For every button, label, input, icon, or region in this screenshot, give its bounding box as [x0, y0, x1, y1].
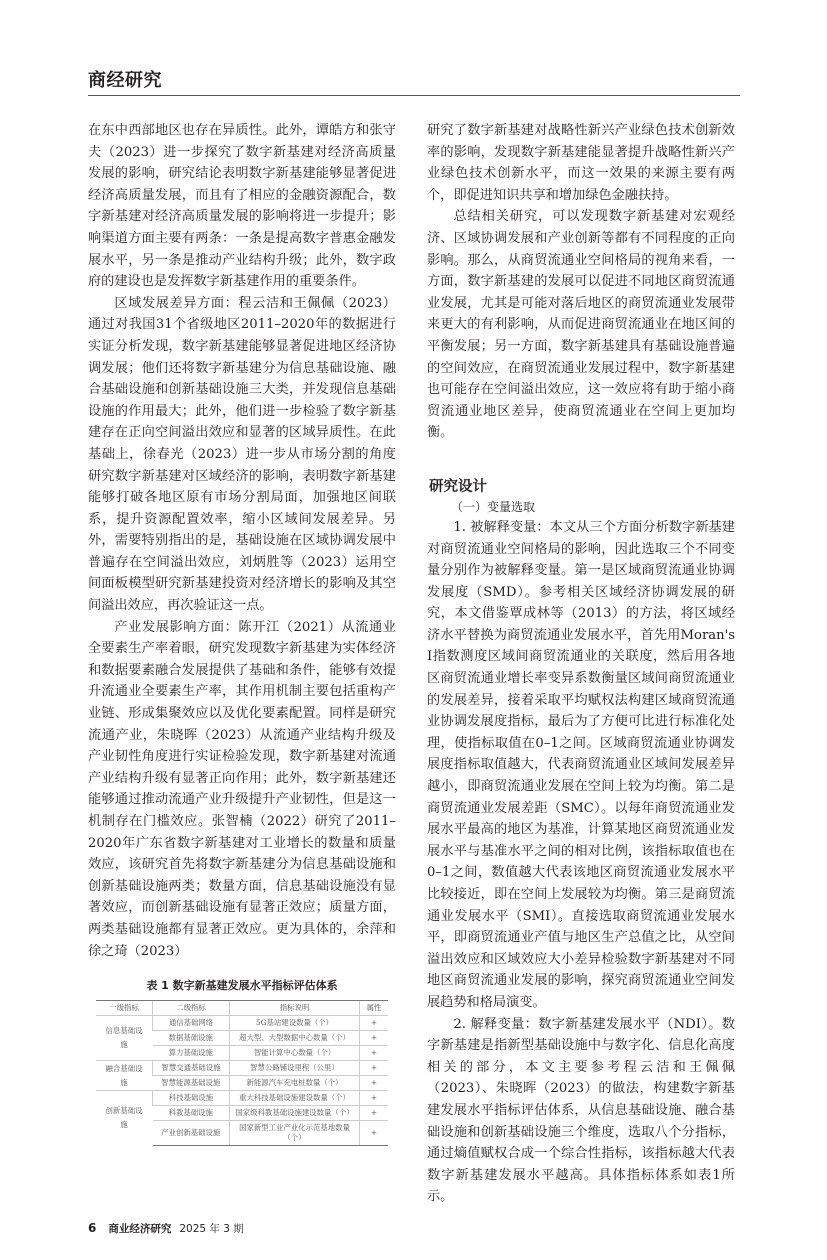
section-heading: 研究设计 — [429, 478, 487, 495]
table-row — [96, 1016, 388, 1031]
level2-indicator-cell: 通信基础网络 — [153, 1016, 230, 1031]
indicator-table — [96, 1000, 388, 1146]
page-footer — [88, 1220, 244, 1237]
attribute-cell: + — [360, 1091, 389, 1106]
level2-indicator-cell: 智慧能源基础设施 — [153, 1076, 230, 1091]
attribute-cell: + — [360, 1106, 389, 1121]
level2-indicator-cell: 科技基础设施 — [153, 1091, 230, 1106]
column-header: 一级指标 — [96, 1001, 153, 1016]
description-cell: 国家新型工业产业化示范基地数量（个） — [230, 1121, 360, 1146]
table-wrapper — [88, 994, 396, 1146]
attribute-cell: + — [360, 1016, 389, 1031]
table-row — [96, 1091, 388, 1106]
attribute-cell: + — [360, 1121, 389, 1146]
journal-section-title: 商经研究 — [88, 70, 162, 91]
paragraph: 1. 被解释变量：本文从三个方面分析数字新基建对商贸流通业空间格局的影响，因此选取三个不同变量分别作为被解释变量。第一是区域商贸流通业协调发展度（SMD）。参考相关区域经济协调发展的研究，本文借鉴覃成林等（2013）的方法，将区域经济水平替换为商贸流通业发展水平，首先用Moran's I指数测度区域间商贸流通业的关联度，然后用各地区商贸流通业增长率变异系数衡量区域间商贸流通业的发展差异，接着采取平均赋权法构建区域商贸流通业协调发展度指标，最后为了方便可比进行标准化处理，使指标取值在0–1之间。区域商贸流通业协调发展度指标取值越大，代表商贸流通业区域间发展差异越小，即商贸流通业发展在空间上较为均衡。第二是商贸流通业发展差距（SMC）。以每年商贸流通业发展水平最高的地区为基准，计算某地区商贸流通业发展水平与基准水平之间的相对比例，该指标取值也在0–1之间，数值越大代表该地区商贸流通业发展水平比较接近，即在空间上发展较为均衡。第三是商贸流通业发展水平（SMI）。直接选取商贸流通业发展水平，即商贸流通业产值与地区生产总值之比，从空间溢出效应和区域效应大小差异检验数字新基建对不同地区商贸流通业发展的影响，探究商贸流通业空间发展趋势和格局演变。 — [427, 519, 735, 1010]
left-column — [88, 120, 396, 1146]
table-row — [96, 1061, 388, 1076]
paragraph: 在东中西部地区也存在异质性。此外，谭皓方和张守夫（2023）进一步探究了数字新基建对经济高质量发展的影响，研究结论表明数字新基建能够显著促进经济高质量发展，而且有了相应的金融资源配合，数字新基建对经济高质量发展的影响将进一步提升；影响渠道方面主要有两条：一条是提高数字普惠金融发展水平，另一条是推动产业结构升级；此外，数字政府的建设也是发挥数字新基建作用的重要条件。 — [88, 123, 396, 290]
description-cell: 超大型、大型数据中心数量（个） — [230, 1031, 360, 1046]
level1-indicator-cell: 信息基础设施 — [96, 1016, 153, 1061]
attribute-cell: + — [360, 1061, 389, 1076]
description-cell: 智能计算中心数量（个） — [230, 1046, 360, 1061]
header-rule — [88, 95, 740, 96]
column-header: 指标说明 — [230, 1001, 360, 1016]
table-header-row — [96, 1001, 388, 1016]
table-caption: 表 1 数字新基建发展水平指标评估体系 — [146, 979, 338, 993]
issue-label: 2025 年 3 期 — [179, 1223, 244, 1235]
level1-indicator-cell: 创新基础设施 — [96, 1091, 153, 1146]
level1-indicator-cell: 融合基础设施 — [96, 1061, 153, 1091]
paragraph: 2. 解释变量：数字新基建发展水平（NDI）。数字新基建是指新型基础设施中与数字化、信息化高度相关的部分，本文主要参考程云洁和王佩佩（2023）、朱晓晖（2023）的做法，构建数字新基建发展水平指标评估体系，从信息基础设施、融合基础设施和创新基础设施三个维度，选取八个分指标，通过熵值赋权合成一个综合性指标，该指标越大代表数字新基建发展水平越高。具体指标体系如表1所示。 — [427, 1016, 735, 1205]
level2-indicator-cell: 科教基础设施 — [153, 1106, 230, 1121]
attribute-cell: + — [360, 1046, 389, 1061]
description-cell: 5G基站建设数量（个） — [230, 1016, 360, 1031]
column-header: 二级指标 — [153, 1001, 230, 1016]
level2-indicator-cell: 产业创新基础设施 — [153, 1121, 230, 1146]
attribute-cell: + — [360, 1031, 389, 1046]
paragraph: 区域发展差异方面：程云洁和王佩佩（2023）通过对我国31个省级地区2011–2020年的数据进行实证分析发现，数字新基建能够显著促进地区经济协调发展；他们还将数字新基建分为信息基础设施、融合基础设施和创新基础设施三大类，并发现信息基础设施的作用最大；此外，他们进一步检验了数字新基建存在正向空间溢出效应和显著的区域异质性。在此基础上，徐春光（2023）进一步从市场分割的角度研究数字新基建对区域经济的影响，表明数字新基建能够打破各地区原有市场分割局面，加强地区间联系，提升资源配置效率，缩小区域间发展差异。另外，需要特别指出的是，基础设施在区域协调发展中普遍存在空间溢出效应，刘炳胜等（2023）运用空间面板模型研究新基建投资对经济增长的影响及其空间溢出效应，再次验证这一点。 — [88, 295, 396, 614]
column-header: 属性 — [360, 1001, 389, 1016]
right-column — [427, 120, 735, 1208]
description-cell: 重大科技基础设施建设数量（个） — [230, 1091, 360, 1106]
subsection-heading: （一）变量选取 — [451, 499, 536, 514]
attribute-cell: + — [360, 1076, 389, 1091]
paragraph: 研究了数字新基建对战略性新兴产业绿色技术创新效率的影响，发现数字新基建能显著提升战略性新兴产业绿色技术创新水平，而这一效果的来源主要有两个，即促进知识共享和增加绿色金融扶持。 — [427, 123, 735, 203]
paragraph: 总结相关研究，可以发现数字新基建对宏观经济、区域协调发展和产业创新等都有不同程度的正向影响。那么，从商贸流通业空间格局的视角来看，一方面，数字新基建的发展可以促进不同地区商贸流通业发展，尤其是可能对落后地区的商贸流通业发展带来更大的有利影响，从而促进商贸流通业在地区间的平衡发展；另一方面，数字新基建具有基础设施普遍的空间效应，在商贸流通业发展过程中，数字新基建也可能存在空间溢出效应，这一效应将有助于缩小商贸流通业地区差异，使商贸流通业在空间上更加均衡。 — [427, 209, 735, 441]
paragraph: 产业发展影响方面：陈开江（2021）从流通业全要素生产率着眼，研究发现数字新基建为实体经济和数据要素融合发展提供了基础和条件，能够有效提升流通业全要素生产率，其作用机制主要包括重构产业链、形成集聚效应以及优化要素配置。同样是研究流通产业，朱晓晖（2023）从流通产业结构升级及产业韧性角度进行实证检验发现，数字新基建对流通产业结构升级有显著正向作用；此外，数字新基建还能够通过推动流通产业升级提升产业韧性，但是这一机制存在门槛效应。张智楠（2022）研究了2011–2020年广东省数字新基建对工业增长的数量和质量效应，该研究首先将数字新基建分为信息基础设施和创新基础设施两类；数量方面，信息基础设施没有显著效应，而创新基础设施有显著正效应；质量方面，两类基础设施都有显著正效应。更为具体的，余萍和徐之琦（2023） — [88, 619, 396, 959]
page-number: 6 — [88, 1221, 97, 1235]
level2-indicator-cell: 智慧交通基础设施 — [153, 1061, 230, 1076]
journal-name: 商业经济研究 — [108, 1223, 172, 1235]
level2-indicator-cell: 算力基础设施 — [153, 1046, 230, 1061]
description-cell: 新能源汽车充电桩数量（个） — [230, 1076, 360, 1091]
description-cell: 智慧公路铺设里程（公里） — [230, 1061, 360, 1076]
description-cell: 国家级科教基础设施建设数量（个） — [230, 1106, 360, 1121]
level2-indicator-cell: 数据基础设施 — [153, 1031, 230, 1046]
